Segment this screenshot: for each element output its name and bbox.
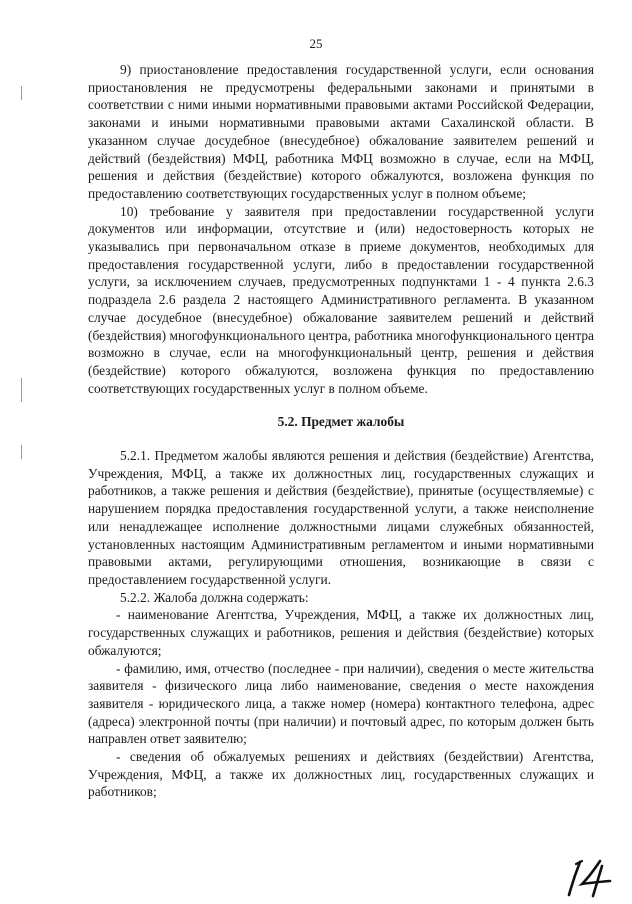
document-body	[88, 61, 594, 801]
section-heading: 5.2. Предмет жалобы	[277, 414, 405, 430]
list-item: - наименование Агентства, Учреждения, МФЦ, а также их должностных лиц, государственных служащих и работников, решения и действия (бездействие) которых обжалуются;	[88, 607, 594, 658]
paragraph-item-10: 10) требование у заявителя при предоставлении государственной услуги документов или информации, отсутствие и (или) недостоверность которых не указывались при первоначальном отказе в приеме документов, необходимых для предоставления государственной услуги, либо в предоставлении государственной услуги, за исключением случаев, предусмотренных подпунктами 1 - 4 пункта 2.6.3 подраздела 2.6 раздела 2 настоящего Административного регламента. В указанном случае досудебное (внесудебное) обжалование заявителем решений и действий (бездействия) многофункционального центра, работника многофункционального центра возможно в случае, если на многофункциональный центр, решения и действия (бездействие) которого обжалуются, возложена функция по предоставлению соответствующих государственных услуг в полном объеме.	[88, 203, 594, 396]
paragraph-5-2-1: 5.2.1. Предметом жалобы являются решения и действия (бездействие) Агентства, Учреждения, МФЦ, а также их должностных лиц, государственных служащих и работников, а также решения и действия (бездействие), принятые (осуществляемые) с нарушением порядка предоставления государственной услуги, а также неисполнение или ненадлежащее исполнение должностными лицами служебных обязанностей, установленных настоящим Административным регламентом и иными нормативными правовыми актами, регулирующими отношения, возникающие в связи с предоставлением государственной услуги.	[88, 448, 594, 587]
scan-margin-mark	[21, 445, 22, 459]
handwritten-page-number	[566, 858, 618, 898]
list-item: - фамилию, имя, отчество (последнее - при наличии), сведения о месте жительства заявителя - физического лица либо наименование, сведения о месте нахождения заявителя - юридического лица, а также номер (номера) контактного телефона, адрес (адреса) электронной почты (при наличии) и почтовый адрес, по которым должен быть направлен ответ заявителю;	[88, 660, 594, 747]
scan-margin-mark	[21, 86, 22, 100]
scan-margin-mark	[21, 378, 22, 402]
page-number: 25	[309, 36, 323, 51]
paragraph-item-9: 9) приостановление предоставления государственной услуги, если основания приостановления не предусмотрены федеральными законами и принятыми в соответствии с ними иными нормативными правовыми актами Российской Федерации, законами и иными нормативными правовыми актами Сахалинской области. В указанном случае досудебное (внесудебное) обжалование заявителем решений и действий (бездействия) МФЦ, работника МФЦ возможно в случае, если на МФЦ, решения и действия (бездействие) которого обжалуются, возложена функция по предоставлению соответствующих государственных услуг в полном объеме;	[88, 62, 594, 201]
paragraph-5-2-2: 5.2.2. Жалоба должна содержать:	[120, 589, 309, 605]
list-item: - сведения об обжалуемых решениях и действиях (бездействии) Агентства, Учреждения, МФЦ, а также их должностных лиц, государственных служащих и работников;	[88, 749, 594, 800]
